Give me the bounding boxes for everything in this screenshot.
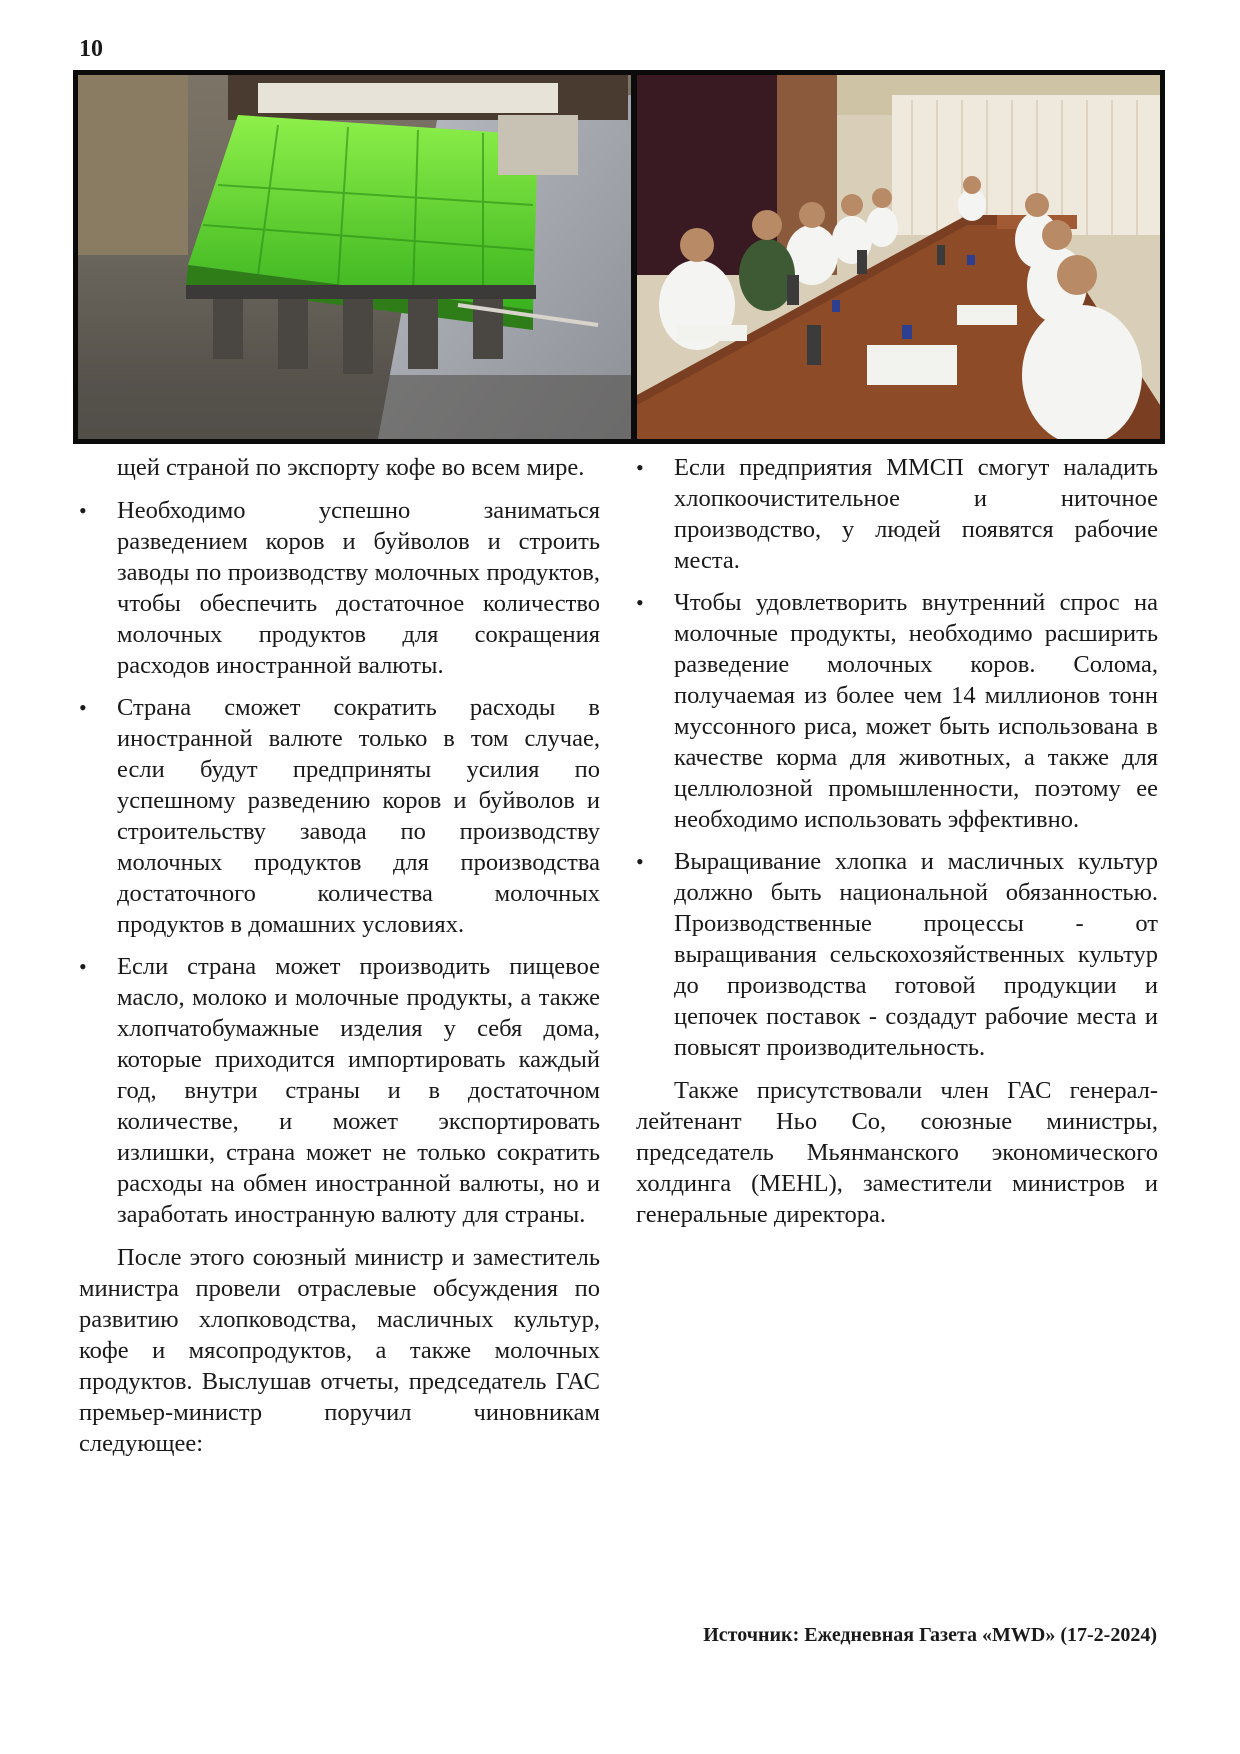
body-paragraph: Также присутствовали член ГАС генерал-лейтенант Ньо Со, союзные министры, председатель Мьянманского экономического холдинга (MEHL), заместители министров и генеральные директора.	[636, 1077, 1158, 1228]
page-number: 10	[79, 36, 103, 62]
bullet-icon: •	[636, 455, 644, 480]
left-bullet-list	[79, 495, 600, 1230]
rice-transplanter-photo	[78, 75, 631, 439]
bullet-icon: •	[636, 849, 644, 874]
list-item-text: Чтобы удовлетворить внутренний спрос на молочные продукты, необходимо расширить разведение молочных коров. Солома, получаемая из более чем 14 миллионов тонн муссонного риса, может быть использована в качестве корма для животных, а также для целлюлозной промышленности, поэтому ее необходимо использовать эффективно.	[674, 589, 1158, 833]
bullet-icon: •	[79, 954, 87, 979]
bullet-icon: •	[79, 695, 87, 720]
list-item	[636, 587, 1158, 835]
list-item	[636, 452, 1158, 576]
left-column	[79, 452, 600, 1459]
list-item	[79, 692, 600, 940]
list-item-text: Если страна может производить пищевое масло, молоко и молочные продукты, а также хлопчатобумажные изделия у себя дома, которые приходится импортировать каждый год, внутри страны и в достаточном количестве, и может экспортировать излишки, страна может не только сократить расходы на обмен иностранной валюты, но и заработать иностранную валюту для страны.	[117, 953, 600, 1228]
list-item-text: Необходимо успешно заниматься разведением коров и буйволов и строить заводы по производству молочных продуктов, чтобы обеспечить достаточное количество молочных продуктов для сокращения расходов иностранной валюты.	[117, 497, 600, 679]
photo-strip	[73, 70, 1165, 444]
bullet-icon: •	[79, 498, 87, 523]
right-bullet-list	[636, 452, 1158, 1063]
list-item	[79, 951, 600, 1230]
body-paragraph: После этого союзный министр и заместитель министра провели отраслевые обсуждения по развитию хлопководства, масличных культур, кофе и мясопродуктов, а также молочных продуктов. Выслушав отчеты, председатель ГАС премьер-министр поручил чиновникам следующее:	[79, 1244, 600, 1457]
right-column	[636, 452, 1158, 1230]
list-item-text: Если предприятия ММСП смогут наладить хлопкоочистительное и ниточное производство, у людей появятся рабочие места.	[674, 454, 1158, 574]
list-item-text: Выращивание хлопка и масличных культур должно быть национальной обязанностью. Производственные процессы - от выращивания сельскохозяйственных культур до производства готовой продукции и цепочек поставок - создадут рабочие места и повысят производительность.	[674, 848, 1158, 1061]
list-item-text: Страна сможет сократить расходы в иностранной валюте только в том случае, если будут предприняты усилия по успешному разведению коров и буйволов и строительству завода по производству молочных продуктов для производства достаточного количества молочных продуктов в домашних условиях.	[117, 694, 600, 938]
list-item	[79, 495, 600, 681]
continuation-text: щей страной по экспорту кофе во всем мире.	[117, 454, 585, 481]
meeting-photo	[637, 75, 1160, 439]
list-item	[636, 846, 1158, 1063]
bullet-icon: •	[636, 590, 644, 615]
source-credit: Источник: Ежедневная Газета «MWD» (17-2-2024)	[703, 1624, 1157, 1646]
